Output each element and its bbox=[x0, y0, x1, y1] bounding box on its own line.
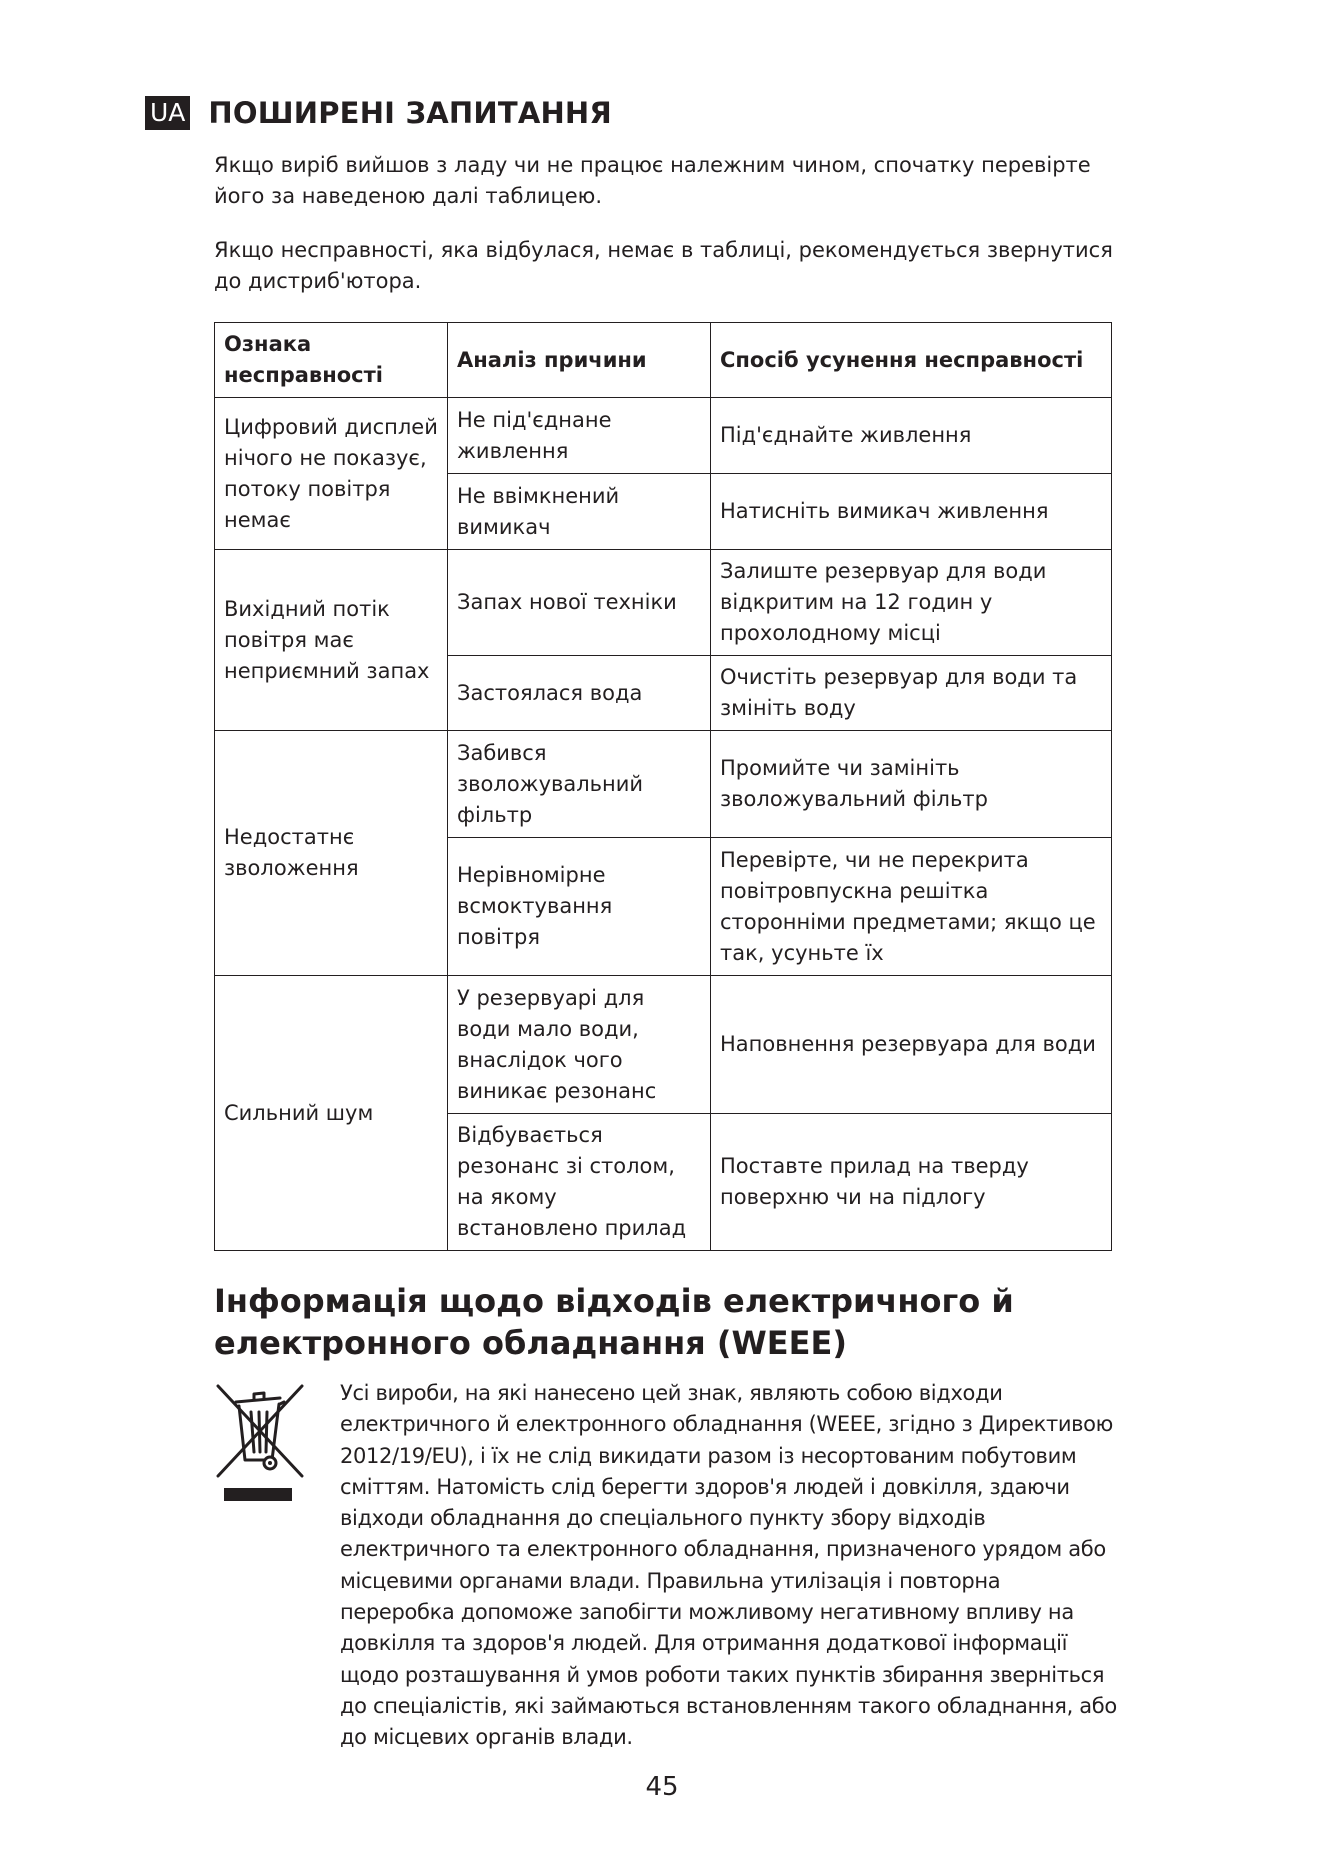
table-row bbox=[215, 398, 1112, 474]
crossed-out-wheelie-bin-icon bbox=[214, 1380, 306, 1504]
weee-title: Інформація щодо відходів електричного й електронного обладнання (WEEE) bbox=[214, 1282, 1014, 1362]
solution-cell: Натисніть вимикач живлення bbox=[711, 474, 1112, 550]
cause-cell: Застоялася вода bbox=[448, 656, 711, 731]
cause-cell: Запах нової техніки bbox=[448, 550, 711, 656]
table-header-row bbox=[215, 323, 1112, 398]
solution-cell: Під'єднайте живлення bbox=[711, 398, 1112, 474]
weee-paragraph: Усі вироби, на які нанесено цей знак, являють собою відходи електричного й електронного обладнання (WEEE, згідно з Директивою 2012/19/EU), і їх не слід викидати разом із несортованим побутовим сміттям. Натомість слід берегти здоров'я людей і довкілля, здаючи відходи обладнання до спеціального пункту збору відходів електричного та електронного обладнання, призначеного урядом або місцевими органами влади. Правильна утилізація і повторна переробка допоможе запобігти можливому негативному впливу на довкілля та здоров'я людей. Для отримання додаткової інформації щодо розташування й умов роботи таких пунктів збирання зверніться до спеціалістів, які займаються встановленням такого обладнання, або до місцевих органів влади. bbox=[340, 1381, 1117, 1750]
cause-cell: Забився зволожувальний фільтр bbox=[448, 731, 711, 838]
header-solution: Спосіб усунення несправності bbox=[711, 323, 1112, 398]
cause-cell: Нерівномірне всмоктування повітря bbox=[448, 838, 711, 976]
solution-cell: Наповнення резервуара для води bbox=[711, 976, 1112, 1114]
header-symptom: Ознака несправності bbox=[215, 323, 448, 398]
cause-cell: Відбувається резонанс зі столом, на якому встановлено прилад bbox=[448, 1114, 711, 1251]
solution-cell: Промийте чи замініть зволожувальний фільтр bbox=[711, 731, 1112, 838]
faq-title: ПОШИРЕНІ ЗАПИТАННЯ bbox=[208, 96, 612, 130]
solution-cell: Залиште резервуар для води відкритим на 12 годин у прохолодному місці bbox=[711, 550, 1112, 656]
cause-cell: Не під'єднане живлення bbox=[448, 398, 711, 474]
cause-cell: У резервуарі для води мало води, внаслідок чого виникає резонанс bbox=[448, 976, 711, 1114]
solution-cell: Перевірте, чи не перекрита повітровпускна решітка сторонніми предметами; якщо це так, усуньте їх bbox=[711, 838, 1112, 976]
section-header bbox=[145, 96, 612, 130]
cause-cell: Не ввімкнений вимикач bbox=[448, 474, 711, 550]
symptom-cell: Сильний шум bbox=[215, 976, 448, 1251]
troubleshooting-table bbox=[214, 322, 1112, 1251]
table-row bbox=[215, 731, 1112, 838]
symptom-cell: Цифровий дисплей нічого не показує, потоку повітря немає bbox=[215, 398, 448, 550]
table-row bbox=[215, 976, 1112, 1114]
table-row bbox=[215, 550, 1112, 656]
intro-paragraph: Якщо несправності, яка відбулася, немає в таблиці, рекомендується звернутися до дистриб'ютора. bbox=[214, 238, 1113, 293]
solution-cell: Поставте прилад на тверду поверхню чи на підлогу bbox=[711, 1114, 1112, 1251]
symptom-cell: Недостатнє зволоження bbox=[215, 731, 448, 976]
page-number: 45 bbox=[645, 1772, 679, 1802]
intro-paragraph: Якщо виріб вийшов з ладу чи не працює належним чином, спочатку перевірте його за наведеною далі таблицею. bbox=[214, 153, 1091, 208]
solution-cell: Очистіть резервуар для води та змініть воду bbox=[711, 656, 1112, 731]
symptom-cell: Вихідний потік повітря має неприємний запах bbox=[215, 550, 448, 731]
language-badge: UA bbox=[145, 96, 190, 130]
header-cause: Аналіз причини bbox=[448, 323, 711, 398]
